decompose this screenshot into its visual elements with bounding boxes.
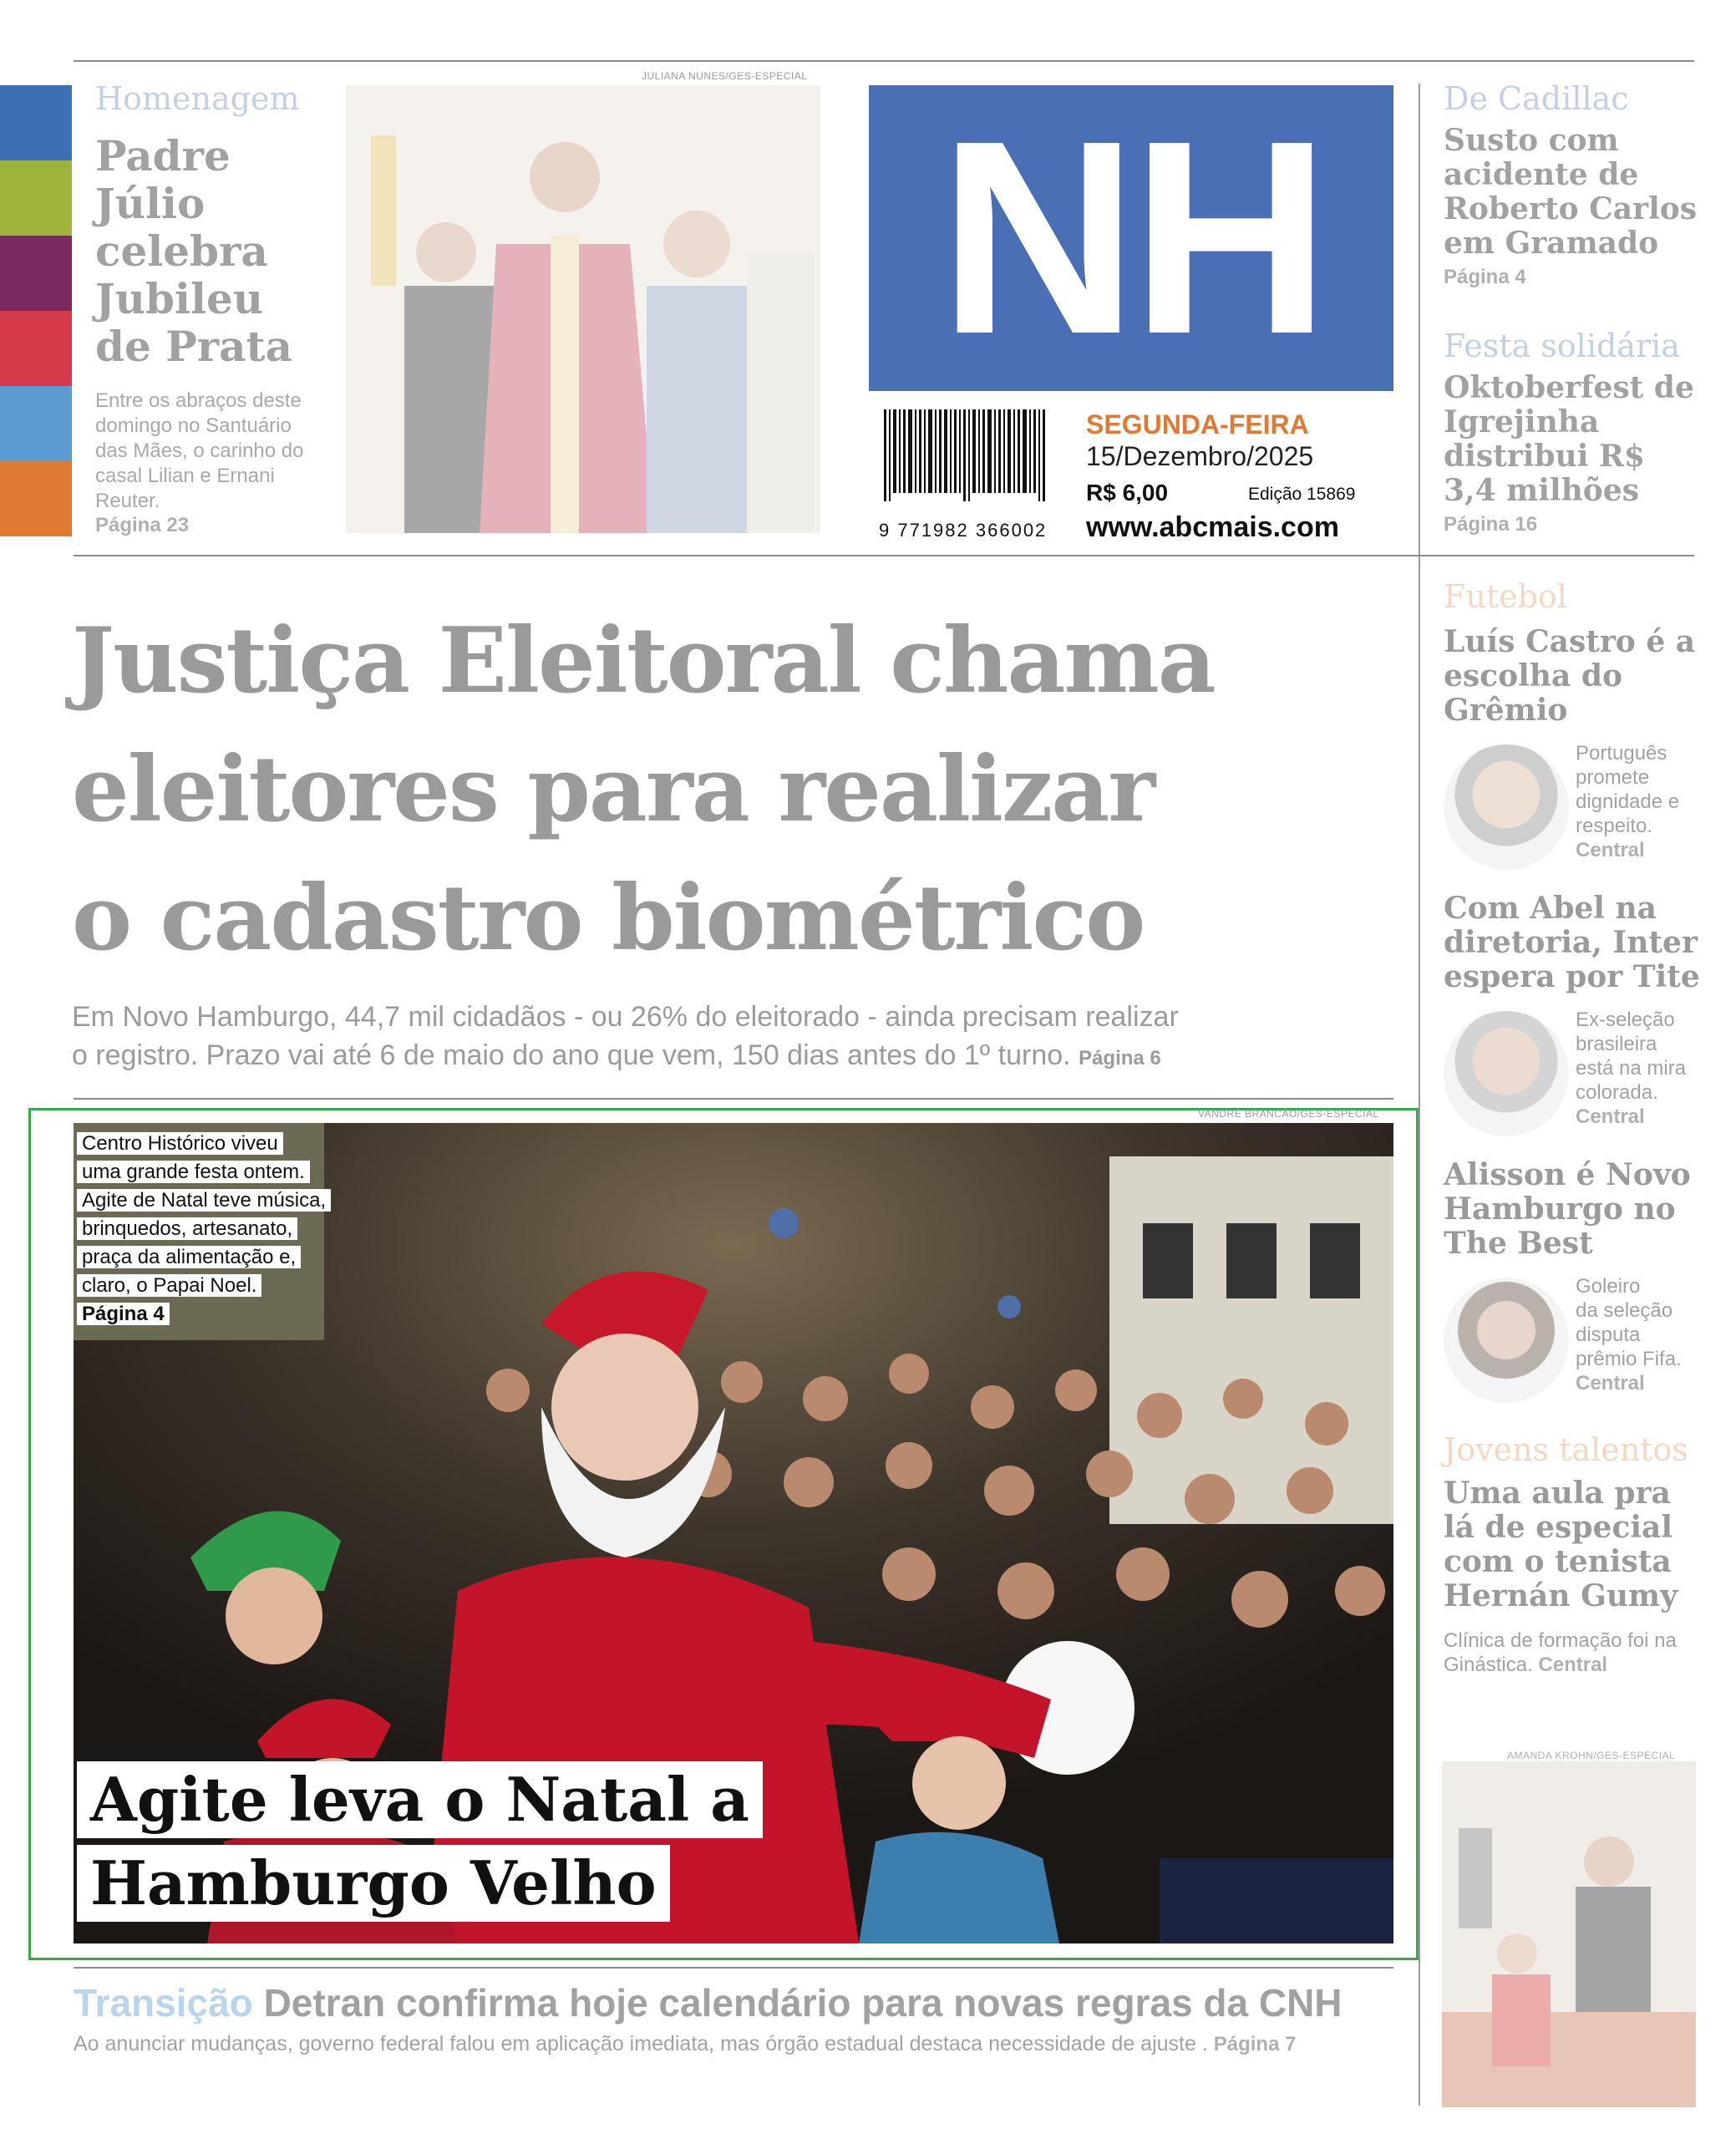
- strip-orange: [0, 461, 72, 536]
- sidebar-item-2-avatar: [1444, 1011, 1569, 1136]
- top-story-summary: Entre os abraços deste domingo no Santuário das Mães, o carinho do casal Lilian e Ernani Reuter.: [95, 389, 304, 512]
- sidebar: [1444, 578, 1711, 1677]
- sidebar-item-1-blurb-line-3: dignidade e: [1576, 790, 1680, 813]
- youth-headline[interactable]: Uma aula pra lá de especial com o tenista Hernán Gumy: [1444, 1476, 1678, 1613]
- people-illustration: [346, 85, 820, 533]
- main-story-page[interactable]: Página 6: [1079, 1047, 1161, 1070]
- right-top-story-1-page[interactable]: Página 4: [1444, 266, 1526, 288]
- photo-story-credit: VANDRÉ BRANCÃO/GES-ESPECIAL: [1198, 1108, 1379, 1120]
- strip-blue: [0, 85, 72, 160]
- bottom-story[interactable]: [74, 1980, 1402, 2056]
- sidebar-section: Futebol: [1444, 578, 1567, 615]
- main-deck-line-2: [72, 1036, 1400, 1078]
- sidebar-item-3-blurb-line-1: Goleiro: [1576, 1275, 1641, 1298]
- top-story-photo[interactable]: [346, 85, 820, 533]
- masthead-website[interactable]: www.abcmais.com: [1086, 511, 1339, 543]
- photo-caption-page[interactable]: Página 4: [77, 1303, 170, 1325]
- photo-caption-line-2: uma grande festa ontem.: [77, 1161, 310, 1183]
- youth-kicker: Jovens talentos: [1444, 1431, 1688, 1468]
- right-top-story-2-page[interactable]: Página 16: [1444, 513, 1538, 536]
- color-strip: [0, 85, 72, 536]
- bottom-story-summary-line: [74, 2032, 1402, 2056]
- masthead-day: SEGUNDA-FEIRA: [1086, 409, 1309, 439]
- masthead-logo-box[interactable]: [869, 85, 1393, 391]
- masthead-logo[interactable]: NH: [938, 83, 1324, 391]
- strip-red: [0, 311, 72, 386]
- youth-blurb: Clínica de formação foi na Ginástica.: [1444, 1629, 1677, 1676]
- sidebar-item-3-blurb-line-3: disputa: [1576, 1324, 1641, 1346]
- sidebar-item-3-blurb-line-2: da seleção: [1576, 1299, 1673, 1322]
- main-headline-line-3[interactable]: o cadastro biométrico: [72, 866, 1145, 971]
- right-top-story-1-headline[interactable]: Susto com acidente de Roberto Carlos em Gramado: [1444, 123, 1698, 261]
- top-story-kicker: Homenagem: [95, 80, 300, 117]
- right-top-story-1[interactable]: [1444, 80, 1703, 289]
- top-rule: [74, 60, 1694, 62]
- sidebar-item-3-avatar: [1444, 1278, 1569, 1403]
- sidebar-item-1-blurb-line-4: respeito.: [1576, 815, 1653, 837]
- main-deck-line-1: Em Novo Hamburgo, 44,7 mil cidadãos - ou 26% do eleitorado - ainda precisam realizar: [72, 1001, 1179, 1033]
- bottom-story-kicker: Transição: [74, 1981, 253, 2025]
- photo-headline-line-1[interactable]: Agite leva o Natal a: [77, 1761, 763, 1838]
- sidebar-item-2-blurb-line-3: está na mira: [1576, 1057, 1687, 1080]
- top-story[interactable]: [95, 80, 346, 537]
- bottom-story-rule: [74, 1967, 1393, 1969]
- photo-caption-line-1: Centro Histórico viveu: [77, 1132, 283, 1155]
- sidebar-item-2-page[interactable]: Central: [1576, 1105, 1645, 1128]
- sidebar-item-2-blurb-line-4: colorada.: [1576, 1081, 1658, 1104]
- sidebar-item-2-headline[interactable]: Com Abel na diretoria, Inter espera por Tite: [1444, 891, 1700, 994]
- top-story-page[interactable]: Página 23: [95, 514, 190, 536]
- top-story-headline[interactable]: Padre Júlio celebra Jubileu de Prata: [95, 131, 293, 371]
- photo-headline-line-2[interactable]: Hamburgo Velho: [77, 1845, 670, 1922]
- masthead-date: 15/Dezembro/2025: [1086, 441, 1314, 471]
- right-top-story-2-headline[interactable]: Oktoberfest de Igrejinha distribui R$ 3,4 milhões: [1444, 370, 1694, 508]
- sidebar-item-3-blurb: [1576, 1274, 1682, 1395]
- right-top-story-2[interactable]: [1444, 328, 1703, 536]
- photo-caption-line-3: Agite de Natal teve música,: [77, 1189, 331, 1212]
- sidebar-item-1-blurb-line-2: promete: [1576, 766, 1650, 789]
- youth-photo-credit: AMANDA KROHN/GES-ESPECIAL: [1507, 1750, 1676, 1761]
- sidebar-item-3[interactable]: [1444, 1274, 1711, 1406]
- bottom-story-page[interactable]: Página 7: [1213, 2033, 1297, 2055]
- masthead-price: R$ 6,00: [1086, 480, 1169, 506]
- strip-green: [0, 160, 72, 236]
- youth-blurb-wrap: [1444, 1628, 1711, 1677]
- main-headline-line-1[interactable]: Justiça Eleitoral chama: [72, 608, 1215, 714]
- barcode: [881, 409, 1056, 518]
- sidebar-item-1-headline[interactable]: Luís Castro é a escolha do Grêmio: [1444, 624, 1696, 728]
- photo-headline[interactable]: [77, 1761, 763, 1922]
- sidebar-item-1-blurb: [1576, 741, 1679, 862]
- right-top-story-1-kicker: De Cadillac: [1444, 80, 1629, 117]
- main-deck-text: o registro. Prazo vai até 6 de maio do ano que vem, 150 dias antes do 1º turno.: [72, 1039, 1071, 1071]
- tennis-illustration: [1442, 1761, 1696, 2107]
- barcode-icon: [881, 409, 1056, 518]
- main-story[interactable]: [72, 597, 1400, 1078]
- right-column-rule: [1419, 84, 1420, 2106]
- photo-top-rule: [74, 1098, 1393, 1100]
- sidebar-item-1-page[interactable]: Central: [1576, 839, 1645, 861]
- sidebar-item-3-headline[interactable]: Alisson é Novo Hamburgo no The Best: [1444, 1157, 1691, 1261]
- right-top-story-2-kicker: Festa solidária: [1444, 328, 1680, 364]
- sidebar-item-1[interactable]: [1444, 741, 1711, 873]
- sidebar-item-1-blurb-line-1: Português: [1576, 742, 1667, 765]
- bottom-story-headline[interactable]: Detran confirma hoje calendário para novas regras da CNH: [263, 1981, 1343, 2025]
- sidebar-item-2-blurb-line-1: Ex-seleção: [1576, 1009, 1675, 1031]
- sidebar-item-3-blurb-line-4: prêmio Fifa.: [1576, 1348, 1682, 1370]
- photo-caption-line-5: praça da alimentação e,: [77, 1246, 301, 1268]
- photo-caption: [77, 1130, 331, 1329]
- photo-caption-line-6: claro, o Papai Noel.: [77, 1274, 261, 1297]
- sidebar-item-3-page[interactable]: Central: [1576, 1372, 1645, 1395]
- photo-caption-line-4: brinquedos, artesanato,: [77, 1217, 297, 1240]
- strip-purple: [0, 236, 72, 311]
- top-photo-credit: JULIANA NUNES/GES-ESPECIAL: [642, 70, 808, 82]
- youth-page[interactable]: Central: [1538, 1654, 1608, 1676]
- sidebar-item-2-blurb: [1576, 1008, 1686, 1129]
- masthead-bottom-rule: [74, 555, 1694, 556]
- strip-lightblue: [0, 386, 72, 461]
- tennis-photo[interactable]: [1442, 1761, 1696, 2107]
- main-headline-line-2[interactable]: eleitores para realizar: [72, 737, 1155, 842]
- sidebar-item-2-blurb-line-2: brasileira: [1576, 1033, 1657, 1055]
- bottom-story-summary: Ao anunciar mudanças, governo federal falou em aplicação imediata, mas órgão estadual destaca necessidade de ajuste .: [74, 2032, 1208, 2055]
- sidebar-item-2[interactable]: [1444, 1008, 1711, 1140]
- masthead-edition: Edição 15869: [1248, 485, 1356, 504]
- bottom-story-headline-line[interactable]: [74, 1980, 1402, 2025]
- barcode-number: 9 771982 366002: [879, 520, 1048, 541]
- sidebar-item-1-avatar: [1444, 744, 1569, 870]
